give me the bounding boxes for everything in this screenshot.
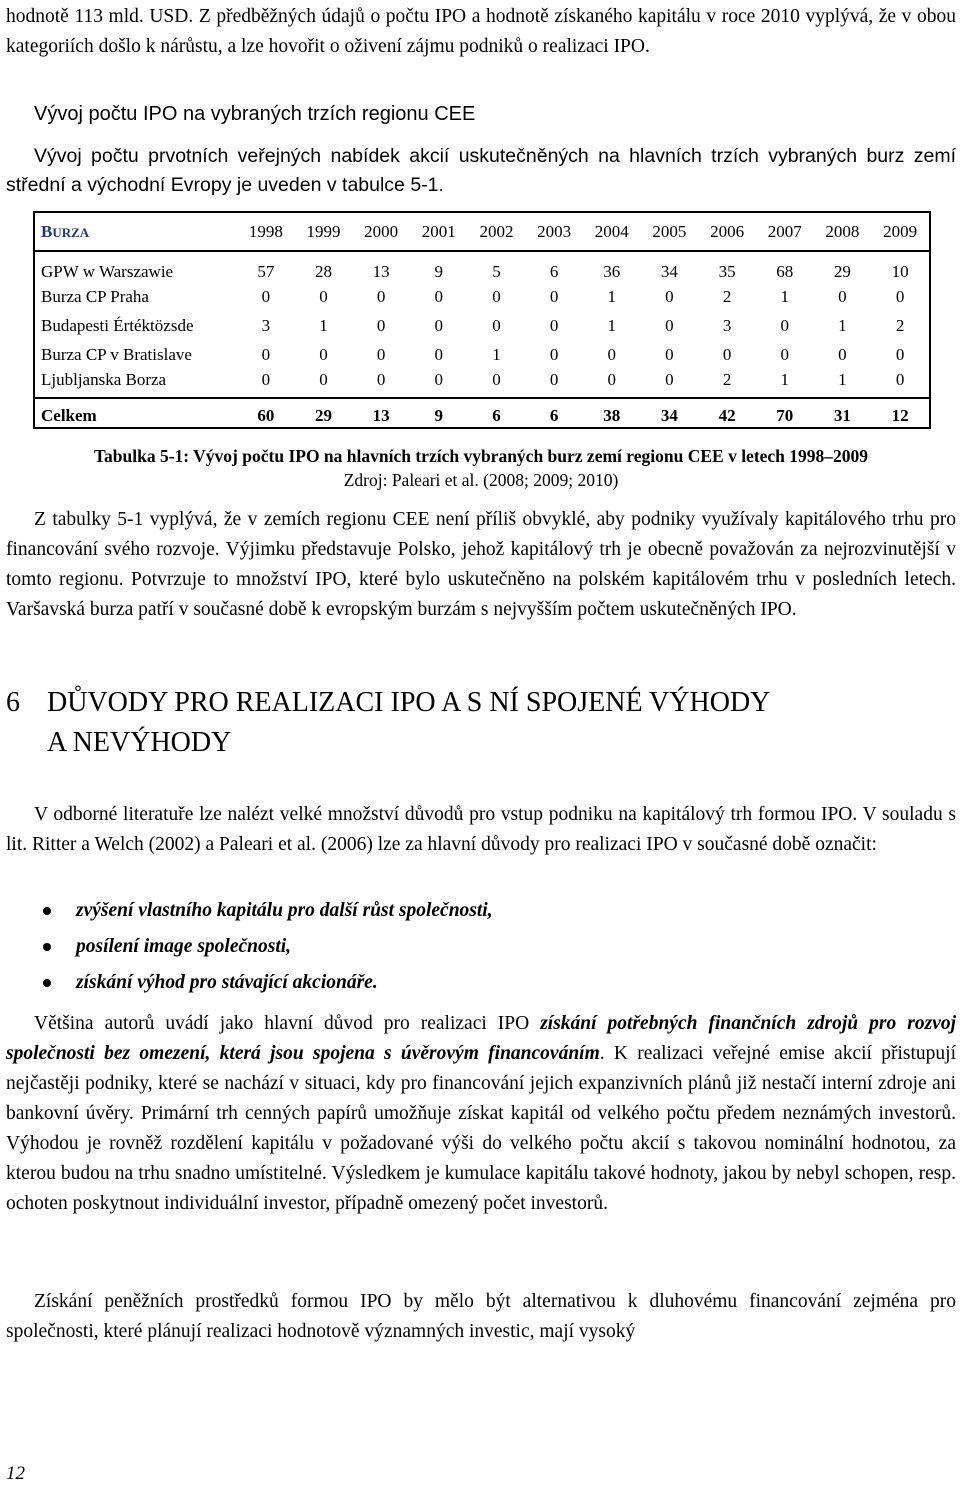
table-cell: 0 [549, 315, 559, 335]
table-cell: 0 [665, 286, 674, 306]
literature-paragraph: V odborné literatuře lze nalézt velké množství důvodů pro vstup podniku na kapitálový trh formou IPO. V souladu s lit. Ritter a Welch (2002) a Paleari et al. (2006) lze za hlavní důvody pro realizaci IPO v současné době označit: [6, 804, 956, 855]
table-cell: 0 [376, 286, 386, 306]
table-cell: 0 [895, 370, 905, 389]
total-cell: 29 [295, 398, 353, 432]
table-header-year: 2002 [479, 221, 514, 241]
total-cell: 70 [756, 398, 814, 432]
last-paragraph: Získání peněžních prostředků formou IPO by mělo být alternativou k dluhovému financování zejména pro společnosti, které plánují realizaci hodnotově významných investic, mají vysoký [6, 1291, 956, 1342]
table-header-year: 2007 [767, 221, 802, 241]
bullet-icon [43, 943, 51, 951]
emphasis-text: získání potřebných finančních zdrojů pro rozvoj společnosti bez omezení, která jsou spojena s úvěrovým financováním [6, 1013, 956, 1064]
table-header-year: 2008 [825, 221, 860, 241]
table-row [35, 369, 929, 398]
bullet-icon [43, 979, 51, 987]
table-header-year: 2000 [364, 221, 399, 241]
table-cell: 0 [665, 344, 674, 364]
bullet-icon [43, 907, 51, 915]
table-cell: 0 [261, 344, 271, 364]
table-row [35, 340, 929, 369]
table-cell: 2 [722, 370, 732, 389]
table-cell: 0 [492, 370, 501, 389]
row-label: Burza CP Praha [41, 286, 149, 306]
table-cell: 0 [665, 370, 674, 389]
ipo-table [33, 211, 931, 429]
table-cell: 0 [549, 370, 559, 389]
table-cell: 0 [319, 370, 328, 389]
chapter-number: 6 [6, 687, 20, 718]
table-cell: 3 [261, 315, 271, 335]
list-item: posílení image společnosti, [6, 932, 906, 968]
table-cell: 0 [492, 286, 501, 306]
table-cell: 0 [434, 286, 444, 306]
table-cell: 13 [352, 251, 410, 282]
total-cell: 13 [352, 398, 410, 432]
total-cell: 38 [583, 398, 641, 432]
table-cell: 0 [607, 370, 617, 389]
table-paragraph: Z tabulky 5-1 vyplývá, že v zemích regionu CEE není příliš obvyklé, aby podniky využívaly kapitálového trhu pro financování svého rozvoje. Výjimku představuje Polsko, jehož kapitálový trh je obecně považován za nejrozvinutější v tomto regionu. Potvrzuje to množství IPO, které bylo uskutečněno na polském kapitálovém trhu v posledních letech. Varšavská burza patří v současné době k evropským burzám s nejvyšším počtem uskutečněných IPO. [6, 509, 956, 620]
table-cell: 1 [780, 286, 789, 306]
table-header-row [35, 213, 929, 251]
table-cell: 10 [871, 251, 929, 282]
table-header-year: 2001 [421, 221, 456, 241]
table-header-year: 1999 [306, 221, 341, 241]
total-cell: 31 [814, 398, 872, 432]
chapter-title-line-1: DŮVODY PRO REALIZACI IPO A S NÍ SPOJENÉ VÝHODY [47, 687, 771, 718]
table-cell: 0 [434, 370, 444, 389]
table-total-row [35, 398, 929, 432]
chapter-title-line-2: A NEVÝHODY [47, 727, 232, 758]
row-label: Ljubljanska Borza [41, 370, 167, 389]
table-cell: 34 [641, 251, 699, 282]
table-cell: 0 [434, 315, 444, 335]
table-cell: 6 [525, 251, 583, 282]
table-header-year: 2009 [883, 221, 918, 241]
table-cell: 0 [895, 344, 905, 364]
table-cell: 1 [780, 370, 789, 389]
table-header-year: 2004 [594, 221, 629, 241]
total-cell: 42 [698, 398, 756, 432]
section-subheading: Vývoj počtu IPO na vybraných trzích regionu CEE [34, 103, 476, 125]
total-cell: 12 [871, 398, 929, 432]
table-cell: 0 [549, 286, 559, 306]
table-cell: 1 [492, 344, 501, 364]
table-cell: 0 [319, 286, 328, 306]
table-cell: 0 [895, 286, 905, 306]
table-cell: 0 [665, 315, 674, 335]
table-cell: 36 [583, 251, 641, 282]
table-cell: 0 [549, 344, 559, 364]
total-cell: 60 [237, 398, 295, 432]
table-row [35, 282, 929, 311]
table-cell: 0 [376, 315, 386, 335]
table-cell: 0 [261, 286, 271, 306]
table-cell: 35 [698, 251, 756, 282]
table-cell: 1 [838, 370, 847, 389]
chapter-title [47, 683, 927, 763]
table-header-burza: BURZA [41, 221, 90, 241]
reasons-paragraph: Většina autorů uvádí jako hlavní důvod pro realizaci IPO získání potřebných finančních zdrojů pro rozvoj společnosti bez omezení, která jsou spojena s úvěrovým financováním. K realizaci veřejné emise akcií přistupují nejčastěji podniky, které se nachází v situaci, kdy pro financování jejich expanzivních plánů již nestačí interní zdroje ani bankovní úvěry. Primární trh cenných papírů umožňuje získat kapitál od velkého počtu předem neznámých investorů. Výhodou je rovněž rozdělení kapitálu v požadované výši do velkého počtu akcií s takovou nominální hodnotou, za kterou budou na trhu snadno umístitelné. Výsledkem je kumulace kapitálu takové hodnoty, jakou by nebyl schopen, resp. ochoten poskytnout individuální investor, případně omezený počet investorů. [6, 1013, 956, 1214]
table-cell: 1 [607, 286, 617, 306]
table-cell: 0 [319, 344, 328, 364]
total-cell: 6 [468, 398, 526, 432]
page-number: 12 [6, 1463, 25, 1484]
row-label: Burza CP v Bratislave [41, 344, 192, 364]
table-cell: 0 [838, 344, 847, 364]
table-header-year: 2003 [537, 221, 572, 241]
row-label: Budapesti Értéktözsde [41, 315, 194, 335]
table-source: Zdroj: Paleari et al. (2008; 2009; 2010) [343, 470, 619, 490]
table-cell: 5 [468, 251, 526, 282]
total-cell: 9 [410, 398, 468, 432]
table-cell: 0 [376, 370, 386, 389]
intro-paragraph: Vývoj počtu prvotních veřejných nabídek akcií uskutečněných na hlavních trzích vybraných burz zemí střední a východní Evropy je uveden v tabulce 5-1. [6, 145, 956, 196]
table-cell: 29 [814, 251, 872, 282]
table-cell: 0 [492, 315, 501, 335]
total-label: Celkem [35, 398, 237, 432]
table-header-year: 1998 [248, 221, 283, 241]
table-cell: 0 [780, 315, 789, 335]
table-cell: 0 [722, 344, 732, 364]
table-cell: 28 [295, 251, 353, 282]
table-header-year: 2005 [652, 221, 687, 241]
top-paragraph: hodnotě 113 mld. USD. Z předběžných údajů o počtu IPO a hodnotě získaného kapitálu v roce 2010 vyplývá, že v obou kategoriích došlo k nárůstu, a lze hovořit o oživení zájmu podniků o realizaci IPO. [6, 6, 956, 57]
table-row [35, 311, 929, 340]
table-cell: 2 [722, 286, 732, 306]
table-cell: 0 [607, 344, 617, 364]
table-cell: 3 [722, 315, 732, 335]
table-cell: 57 [237, 251, 295, 282]
reasons-list [6, 896, 906, 1004]
list-item: získání výhod pro stávající akcionáře. [6, 968, 906, 1004]
table-row [35, 251, 929, 282]
table-cell: 0 [838, 286, 847, 306]
row-label: GPW w Warszawie [35, 251, 237, 282]
table-cell: 1 [838, 315, 847, 335]
table-caption: Tabulka 5-1: Vývoj počtu IPO na hlavních trzích vybraných burz zemí regionu CEE v letech 1998–2009 [93, 446, 869, 466]
table-cell: 0 [261, 370, 271, 389]
table-cell: 68 [756, 251, 814, 282]
table-cell: 1 [607, 315, 617, 335]
list-item: zvýšení vlastního kapitálu pro další růst společnosti, [6, 896, 906, 932]
table-cell: 0 [434, 344, 444, 364]
table-header-year: 2006 [710, 221, 745, 241]
total-cell: 34 [641, 398, 699, 432]
total-cell: 6 [525, 398, 583, 432]
table-cell: 9 [410, 251, 468, 282]
table-cell: 2 [895, 315, 905, 335]
table-cell: 1 [319, 315, 328, 335]
table-cell: 0 [376, 344, 386, 364]
table-cell: 0 [780, 344, 789, 364]
